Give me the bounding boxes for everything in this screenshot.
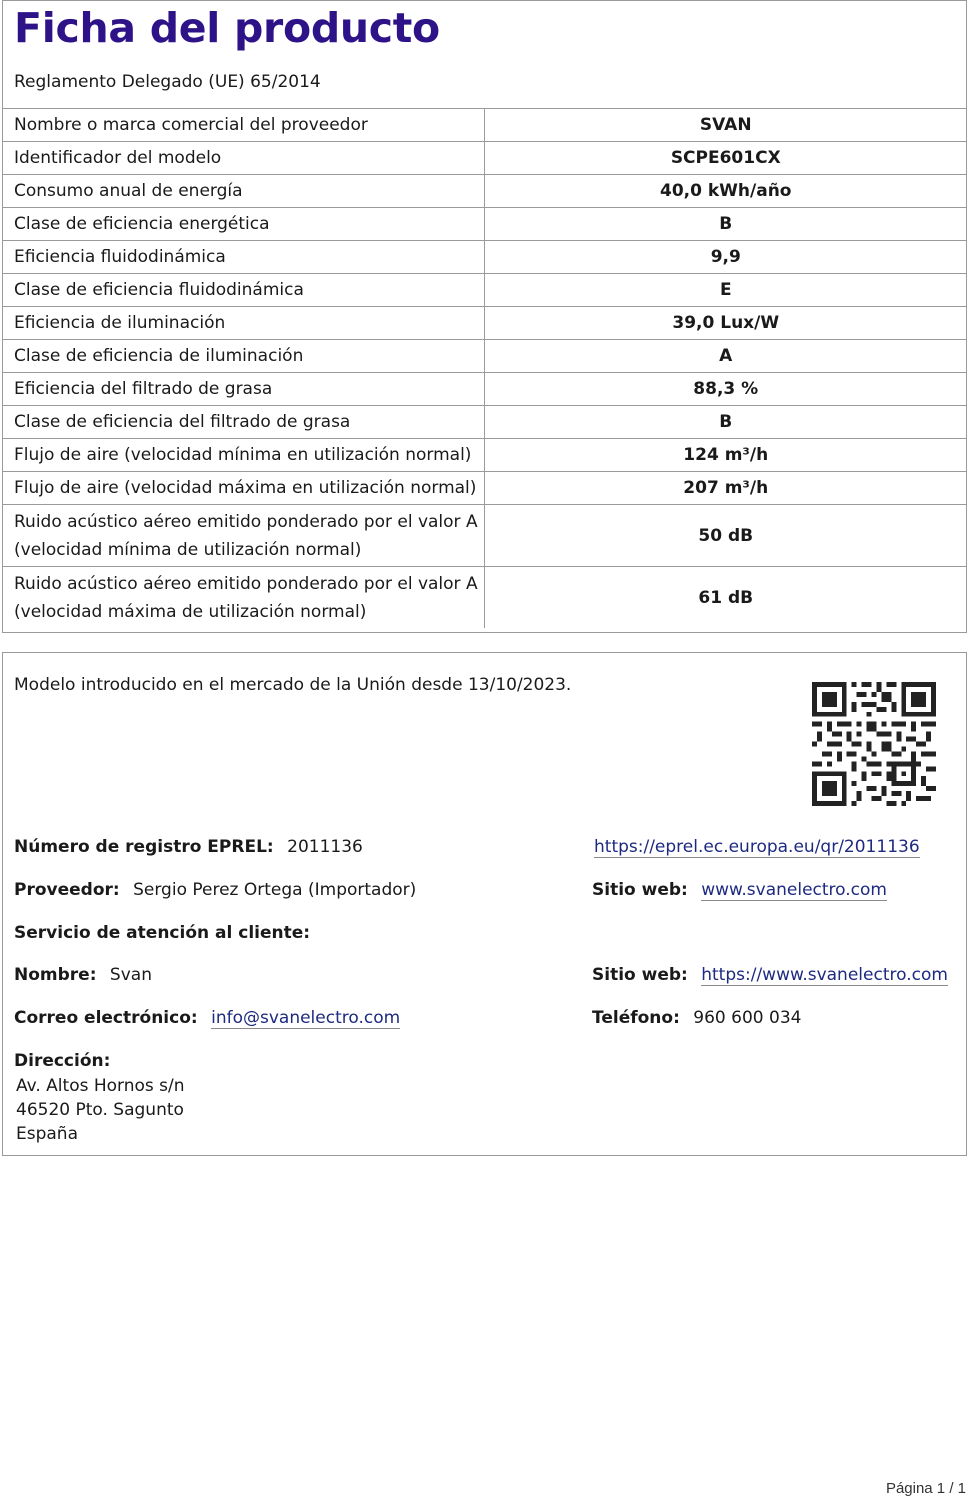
supplier-website-label: Sitio web: (592, 880, 688, 900)
eprel-url-link[interactable]: https://eprel.ec.europa.eu/qr/2011136 (594, 837, 920, 857)
supplier-website-row (592, 880, 887, 900)
table-row (2, 142, 967, 175)
spec-label: Flujo de aire (velocidad máxima en utilización normal) (2, 472, 484, 505)
spec-label (2, 505, 484, 567)
customer-name-row (14, 965, 152, 985)
table-row (2, 241, 967, 274)
page-number: Página 1 / 1 (885, 1480, 966, 1497)
table-row (2, 208, 967, 241)
spec-value: 88,3 % (484, 373, 967, 406)
eprel-registration (14, 837, 363, 857)
spec-label: Clase de eficiencia de iluminación (2, 340, 484, 373)
table-row (2, 472, 967, 505)
spec-label: Clase de eficiencia del filtrado de grasa (2, 406, 484, 439)
supplier-label: Proveedor: (14, 880, 120, 900)
phone-row (592, 1008, 801, 1028)
customer-service-heading (14, 923, 318, 943)
table-row (2, 307, 967, 340)
spec-value: A (484, 340, 967, 373)
spec-label-line: Ruido acústico aéreo emitido ponderado por el valor A (14, 511, 478, 532)
spec-label: Eficiencia del filtrado de grasa (2, 373, 484, 406)
spec-value: E (484, 274, 967, 307)
eprel-number: 2011136 (287, 837, 363, 857)
spec-value: 61 dB (484, 567, 967, 629)
market-introduction-text: Modelo introducido en el mercado de la Unión desde 13/10/2023. (14, 675, 572, 695)
specs-table (2, 108, 967, 628)
spec-value: 124 m³/h (484, 439, 967, 472)
spec-value: SVAN (484, 109, 967, 142)
customer-website-label: Sitio web: (592, 965, 688, 985)
spec-label: Clase de eficiencia fluidodinámica (2, 274, 484, 307)
spec-value: 50 dB (484, 505, 967, 567)
phone-number: 960 600 034 (693, 1008, 802, 1028)
spec-label: Eficiencia de iluminación (2, 307, 484, 340)
customer-name-label: Nombre: (14, 965, 97, 985)
supplier-name: Sergio Perez Ortega (Importador) (133, 880, 417, 900)
spec-label-line: (velocidad mínima de utilización normal) (14, 539, 362, 560)
address-label: Dirección: (14, 1051, 111, 1071)
spec-label: Identificador del modelo (2, 142, 484, 175)
table-row (2, 109, 967, 142)
spec-label: Eficiencia fluidodinámica (2, 241, 484, 274)
spec-value: SCPE601CX (484, 142, 967, 175)
address-heading (14, 1051, 118, 1071)
table-row (2, 340, 967, 373)
spec-label (2, 567, 484, 629)
spec-value: 40,0 kWh/año (484, 175, 967, 208)
table-row (2, 567, 967, 629)
table-row (2, 175, 967, 208)
eprel-label: Número de registro EPREL: (14, 837, 274, 857)
address-line: Av. Altos Hornos s/n (16, 1076, 185, 1096)
table-row (2, 505, 967, 567)
email-row (14, 1008, 400, 1028)
spec-label: Clase de eficiencia energética (2, 208, 484, 241)
spec-value: B (484, 208, 967, 241)
regulation-reference: Reglamento Delegado (UE) 65/2014 (14, 72, 321, 92)
page-title: Ficha del producto (14, 4, 440, 52)
spec-value: 39,0 Lux/W (484, 307, 967, 340)
spec-value: B (484, 406, 967, 439)
table-row (2, 274, 967, 307)
qr-code-icon[interactable] (812, 682, 936, 806)
table-row (2, 406, 967, 439)
customer-service-heading-text: Servicio de atención al cliente: (14, 923, 311, 943)
spec-label-line: Ruido acústico aéreo emitido ponderado por el valor A (14, 573, 478, 594)
supplier-website-link[interactable]: www.svanelectro.com (701, 880, 887, 900)
email-label: Correo electrónico: (14, 1008, 198, 1028)
spec-value: 9,9 (484, 241, 967, 274)
customer-website-link[interactable]: https://www.svanelectro.com (701, 965, 948, 985)
table-row (2, 373, 967, 406)
spec-label: Nombre o marca comercial del proveedor (2, 109, 484, 142)
spec-label: Consumo anual de energía (2, 175, 484, 208)
eprel-url-row (594, 837, 920, 857)
spec-label-line: (velocidad máxima de utilización normal) (14, 601, 367, 622)
supplier-row (14, 880, 416, 900)
spec-value: 207 m³/h (484, 472, 967, 505)
customer-website-row (592, 965, 948, 985)
email-link[interactable]: info@svanelectro.com (211, 1008, 401, 1028)
address-line: 46520 Pto. Sagunto (16, 1100, 184, 1120)
table-row (2, 439, 967, 472)
customer-name: Svan (109, 965, 152, 985)
address-line: España (16, 1124, 78, 1144)
phone-label: Teléfono: (592, 1008, 680, 1028)
spec-label: Flujo de aire (velocidad mínima en utilización normal) (2, 439, 484, 472)
